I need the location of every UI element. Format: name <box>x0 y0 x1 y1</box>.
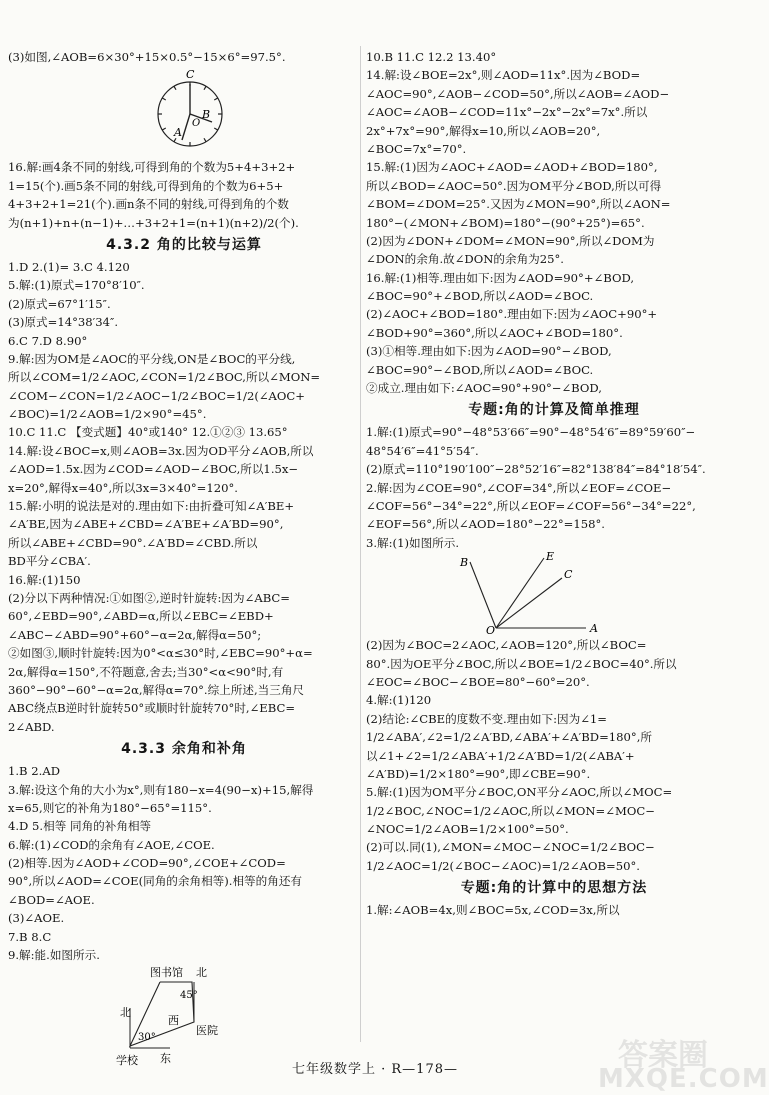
text-line: ∠AOC=∠AOB−∠COD=11x°−2x°−2x°=7x°.所以 <box>366 105 648 120</box>
text-line: 60°,∠EBD=90°,∠ABD=α,所以∠EBC=∠EBD+ <box>8 609 274 624</box>
text-line: (2)因为∠DON+∠DOM=∠MON=90°,所以∠DOM为 <box>366 233 655 248</box>
text-line: 3.解:(1)如图所示. <box>366 535 460 550</box>
text-line: ∠BOC=7x°=70°. <box>366 141 467 156</box>
watermark-text: MXQE.COM <box>598 1064 769 1094</box>
text-line: ABC绕点B逆时针旋转50°或顺时针旋转70°时,∠EBC= <box>8 701 296 716</box>
text-line: 360°−90°−60°−α=2α,解得α=70°.综上所述,当三角尺 <box>8 682 305 697</box>
text-line: 9.解:因为OM是∠AOC的平分线,ON是∠BOC的平分线, <box>8 351 296 366</box>
text-line: ②成立.理由如下:∠AOC=90°+90°−∠BOD, <box>366 381 602 396</box>
angle-diagram <box>366 552 742 636</box>
text-line: 1.解:(1)原式=90°−48°53′66″=90°−48°54′6″=89°59′60″− <box>366 425 696 440</box>
text-line: 10.C 11.C 【变式题】40°或140° 12.①②③ 13.65° <box>8 425 288 440</box>
right-lines-d <box>366 901 742 919</box>
text-line: 48°54′6″=41°5′54″. <box>366 443 479 458</box>
text-line: ∠BOC)=1/2∠AOB=1/2×90°=45°. <box>8 407 207 422</box>
text-line: 6.解:(1)∠COD的余角有∠AOE,∠COE. <box>8 837 215 852</box>
label-30deg: 30° <box>138 1032 156 1044</box>
text-line: (2)因为∠BOC=2∠AOC,∠AOB=120°,所以∠BOC= <box>366 638 647 653</box>
text-line: ∠EOF=56°,所以∠AOD=180°−22°=158°. <box>366 517 605 532</box>
angle-figure <box>366 552 742 636</box>
text-line: 80°.因为OE平分∠BOC,所以∠BOE=1/2∠BOC=40°.所以 <box>366 656 677 671</box>
label-east: 东 <box>160 1052 171 1066</box>
section-heading-methods: 专题:角的计算中的思想方法 <box>460 880 648 897</box>
clock-label-a: A <box>174 126 182 140</box>
text-line: (3)∠AOE. <box>8 911 65 926</box>
clock-tick <box>214 128 217 130</box>
right-lines-c <box>366 636 742 875</box>
clock-tick <box>204 87 206 90</box>
watermark-text-cn: 答案圈 <box>618 1038 708 1073</box>
clock-tick <box>162 128 165 130</box>
text-line: 为(n+1)+n+(n−1)+…+3+2+1=(n+1)(n+2)/2(个). <box>8 215 299 230</box>
fig-label-e: E <box>546 550 555 564</box>
clock-label-c: C <box>186 68 195 82</box>
text-line: 180°−(∠MON+∠BOM)=180°−(90°+25°)=65°. <box>366 215 645 230</box>
text-line: x=65,则它的补角为180°−65°=115°. <box>8 800 212 815</box>
label-hospital: 医院 <box>196 1024 218 1038</box>
text-line: 1.解:∠AOB=4x,则∠BOC=5x,∠COD=3x,所以 <box>366 903 620 918</box>
text-line: ∠BOD+90°=360°,所以∠AOC+∠BOD=180°. <box>366 325 623 340</box>
text-line: 1.B 2.AD <box>8 764 60 779</box>
label-school: 学校 <box>116 1054 138 1068</box>
text-line: 2.解:因为∠COE=90°,∠COF=34°,所以∠EOF=∠COE− <box>366 480 672 495</box>
text-line: 15.解:(1)因为∠AOC+∠AOD=∠AOD+∠BOD=180°, <box>366 160 658 175</box>
label-north-top: 北 <box>196 966 207 980</box>
text-line: 2∠ABD. <box>8 719 55 734</box>
clock-diagram <box>8 66 360 158</box>
text-line: 5.解:(1)原式=170°8′10″. <box>8 278 145 293</box>
section-heading-angle-calc: 专题:角的计算及简单推理 <box>468 402 640 419</box>
text-line: ∠BOD=∠AOE. <box>8 892 95 907</box>
text-line: (2)分以下两种情况:①如图②,逆时针旋转:因为∠ABC= <box>8 590 291 605</box>
text-line: 2x°+7x°=90°,解得x=10,所以∠AOB=20°, <box>366 123 601 138</box>
text-line: 所以∠COM=1/2∠AOC,∠CON=1/2∠BOC,所以∠MON= <box>8 370 321 385</box>
text-line: 所以∠BOD=∠AOC=50°.因为OM平分∠BOD,所以可得 <box>366 178 662 193</box>
page-footer: 七年级数学上 · R—178— <box>292 1062 458 1077</box>
text-line: 1/2∠AOC=1/2(∠BOC−∠AOC)=1/2∠AOB=50°. <box>366 858 640 873</box>
text-line: (2)原式=67°1′15″. <box>8 296 111 311</box>
left-lines-a <box>8 158 360 232</box>
clock-figure <box>8 66 360 158</box>
fig-label-b: B <box>460 556 469 570</box>
text-line: 1/2∠ABA′,∠2=1/2∠A′BD,∠ABA′+∠A′BD=180°,所 <box>366 730 653 745</box>
left-lines-c <box>8 762 360 964</box>
left-lines-b <box>8 258 360 736</box>
text-line: 16.解:(1)相等.理由如下:因为∠AOD=90°+∠BOD, <box>366 270 635 285</box>
right-lines-b <box>366 423 742 552</box>
text-line: (2)原式=110°190′100″−28°52′16″=82°138′84″=84°18′54″. <box>366 462 706 477</box>
text-line: ∠AOC=90°,∠AOB−∠COD=50°,所以∠AOB=∠AOD− <box>366 86 670 101</box>
text-line: ∠EOC=∠BOC−∠BOE=80°−60°=20°. <box>366 674 590 689</box>
text-line: 1=15(个).画5条不同的射线,可得到角的个数为6+5+ <box>8 178 284 193</box>
text-line: 6.C 7.D 8.90° <box>8 333 88 348</box>
text-line: 所以∠ABE+∠CBD=90°.∠A′BD=∠CBD.所以 <box>8 535 258 550</box>
label-45deg: 45° <box>180 990 198 1002</box>
text-line: ∠A′BE,因为∠ABE+∠CBD=∠A′BE+∠A′BD=90°, <box>8 517 284 532</box>
label-north-left: 北 <box>120 1006 131 1020</box>
clock-tick <box>204 139 206 142</box>
text-line: ∠ABC−∠ABD=90°+60°−α=2α,解得α=50°; <box>8 627 262 642</box>
text-line: BD平分∠CBA′. <box>8 554 91 569</box>
text-line: ∠A′BD)=1/2×180°=90°,即∠CBE=90°. <box>366 766 591 781</box>
right-lines-a <box>366 48 742 397</box>
text-line: (2)结论:∠CBE的度数不变.理由如下:因为∠1= <box>366 711 608 726</box>
left-top-lines <box>8 48 360 66</box>
left-column <box>8 48 360 1068</box>
text-line: 以∠1+∠2=1/2∠ABA′+1/2∠A′BD=1/2(∠ABA′+ <box>366 748 635 763</box>
text-line: 4.解:(1)120 <box>366 693 432 708</box>
text-line: 9.解:能.如图所示. <box>8 948 100 963</box>
text-line: (3)①相等.理由如下:因为∠AOD=90°−∠BOD, <box>366 344 612 359</box>
clock-label-o: O <box>192 118 201 130</box>
text-line: (2)相等.因为∠AOD+∠COD=90°,∠COE+∠COD= <box>8 856 286 871</box>
text-line: 2α,解得α=150°,不符题意,舍去;当30°<α<90°时,有 <box>8 664 284 679</box>
text-line: ∠COF=56°−34°=22°,所以∠EOF=∠COF=56°−34°=22°, <box>366 498 696 513</box>
text-line: 5.解:(1)因为OM平分∠BOC,ON平分∠AOC,所以∠MOC= <box>366 785 673 800</box>
text-line: ∠NOC=1/2∠AOB=1/2×100°=50°. <box>366 822 569 837</box>
label-west: 西 <box>168 1014 179 1028</box>
text-line: 3.解:设这个角的大小为x°,则有180−x=4(90−x)+15,解得 <box>8 782 314 797</box>
column-divider <box>360 46 361 1042</box>
text-line: 14.解:设∠BOE=2x°,则∠AOD=11x°.因为∠BOD= <box>366 68 641 83</box>
text-line: (2)可以.同(1),∠MON=∠MOC−∠NOC=1/2∠BOC− <box>366 840 655 855</box>
fig-label-c: C <box>564 568 573 582</box>
text-line: 10.B 11.C 12.2 13.40° <box>366 50 497 64</box>
text-line: ∠BOM=∠DOM=25°.又因为∠MON=90°,所以∠AON= <box>366 197 671 212</box>
text-line: ∠AOD=1.5x.因为∠COD=∠AOD−∠BOC,所以1.5x− <box>8 462 299 477</box>
right-column <box>366 48 742 920</box>
text-line: 1.D 2.(1)= 3.C 4.120 <box>8 259 130 274</box>
text-line: 4+3+2+1=21(个).画n条不同的射线,可得到角的个数 <box>8 197 289 212</box>
text-line: 14.解:设∠BOC=x,则∠AOB=3x.因为OD平分∠AOB,所以 <box>8 443 314 458</box>
fig-label-o: O <box>486 624 496 638</box>
text-line: 16.解:(1)150 <box>8 572 81 587</box>
map-diagram <box>8 964 360 1068</box>
text-line: (3)原式=14°38′34″. <box>8 315 119 330</box>
text-line: ∠BOC=90°+∠BOD,所以∠AOD=∠BOC. <box>366 289 594 304</box>
clock-label-b: B <box>202 108 211 122</box>
clock-tick <box>174 87 176 90</box>
map-figure <box>8 964 360 1068</box>
text-line: x=20°,解得x=40°,所以3x=3×40°=120°. <box>8 480 238 495</box>
text-line: 1/2∠BOC,∠NOC=1/2∠AOC,所以∠MON=∠MOC− <box>366 803 655 818</box>
text-line: 4.D 5.相等 同角的补角相等 <box>8 819 152 834</box>
text-line: 7.B 8.C <box>8 929 52 944</box>
fig-label-a: A <box>590 622 598 636</box>
label-library: 图书馆 <box>150 966 183 980</box>
text-line: 16.解:画4条不同的射线,可得到角的个数为5+4+3+2+ <box>8 160 296 175</box>
text-line: 90°,所以∠AOD=∠COE(同角的余角相等).相等的角还有 <box>8 874 303 889</box>
text-line: (3)如图,∠AOB=6×30°+15×0.5°−15×6°=97.5°. <box>8 50 286 64</box>
text-line: ∠BOC=90°−∠BOD,所以∠AOD=∠BOC. <box>366 362 594 377</box>
section-heading-4-3-2: 4.3.2 角的比较与运算 <box>106 236 262 253</box>
section-heading-4-3-3: 4.3.3 余角和补角 <box>121 741 247 758</box>
text-line: 15.解:小明的说法是对的.理由如下:由折叠可知∠A′BE+ <box>8 499 295 514</box>
text-line: ∠COM−∠CON=1/2∠AOC−1/2∠BOC=1/2(∠AOC+ <box>8 388 306 403</box>
clock-tick <box>214 98 217 100</box>
clock-tick <box>162 98 165 100</box>
text-line: ②如图③,顺时针旋转:因为0°<α≤30°时,∠EBC=90°+α= <box>8 646 313 661</box>
text-line: (2)∠AOC+∠BOD=180°.理由如下:因为∠AOC+90°+ <box>366 307 658 322</box>
text-line: ∠DON的余角.故∠DON的余角为25°. <box>366 252 564 267</box>
